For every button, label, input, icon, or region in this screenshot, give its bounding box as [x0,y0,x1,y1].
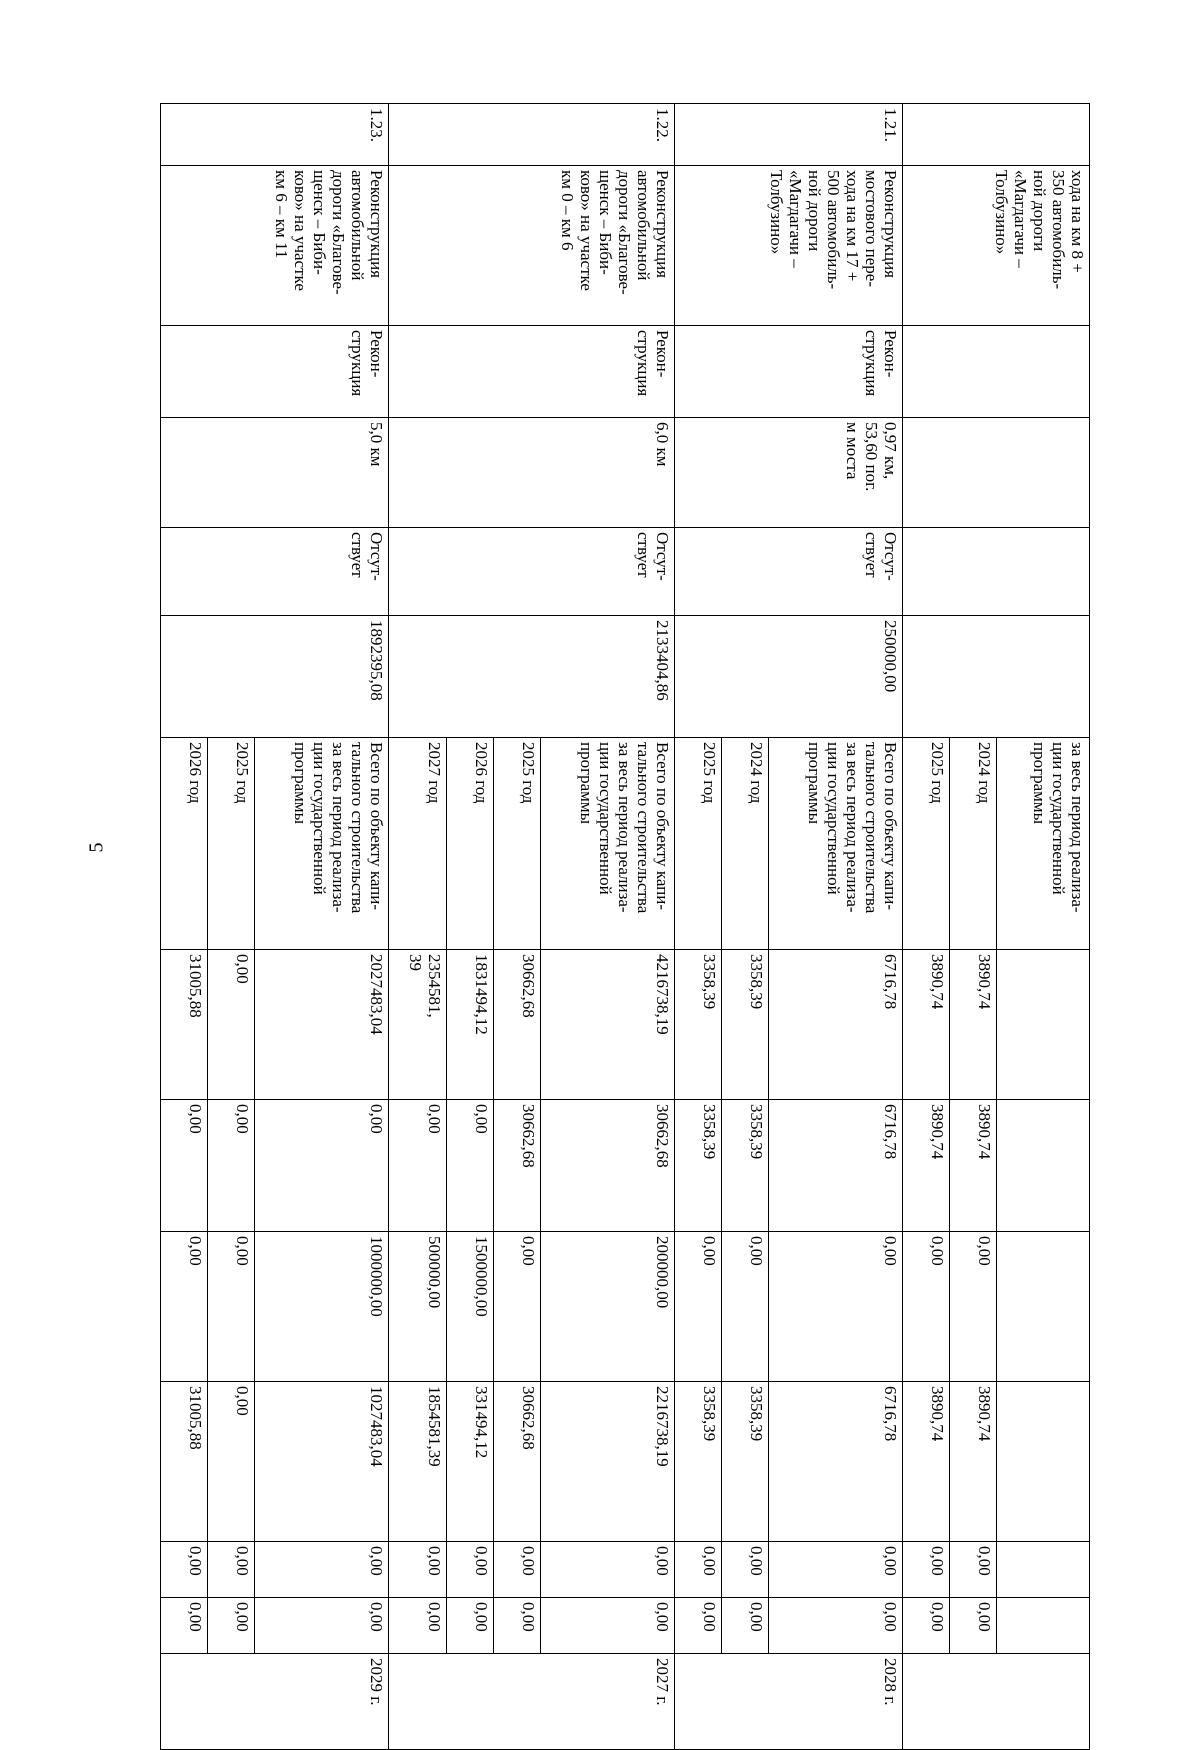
cell-year: 2029 г. [161,1654,389,1750]
cell-local: 31005,88 [161,1382,208,1542]
cell-estimate: 2133404,86 [389,616,675,738]
rotated-table-wrapper [160,103,1090,1706]
cell-other: 0,00 [722,1542,769,1598]
cell-other: 0,00 [493,1542,540,1598]
cell-period: 2026 год [161,738,208,950]
cell-regional: 200000,00 [540,1232,674,1382]
cell-period: 2025 год [493,738,540,950]
cell-work-type: Рекон- струкция [389,326,675,418]
cell-federal: 0,00 [255,1100,389,1232]
capital-construction-table [160,103,1090,1750]
cell-doc: Отсут- ствует [161,528,389,616]
cell-total: 3358,39 [722,950,769,1100]
cell-period: Всего по объекту капи- тального строительства за весь период реализа- ции государственной программы [255,738,389,950]
cell-extra: 0,00 [161,1598,208,1654]
cell-extra: 0,00 [540,1598,674,1654]
cell-local: 0,00 [208,1382,255,1542]
cell-doc [903,528,1090,616]
table-row [997,104,1090,1750]
cell-period: 2027 год [389,738,447,950]
cell-federal: 3358,39 [722,1100,769,1232]
cell-local: 30662,68 [493,1382,540,1542]
cell-period: 2025 год [675,738,722,950]
cell-federal: 30662,68 [493,1100,540,1232]
cell-extra: 0,00 [208,1598,255,1654]
table-row [540,104,674,1750]
cell-regional: 0,00 [903,1232,950,1382]
cell-capacity [903,418,1090,528]
cell-regional: 500000,00 [389,1232,447,1382]
cell-regional: 0,00 [675,1232,722,1382]
page-number: 5 [85,842,108,853]
cell-federal: 3358,39 [675,1100,722,1232]
cell-federal [997,1100,1090,1232]
cell-other: 0,00 [208,1542,255,1598]
cell-other: 0,00 [903,1542,950,1598]
cell-regional: 0,00 [493,1232,540,1382]
cell-federal: 3890,74 [903,1100,950,1232]
cell-doc: Отсут- ствует [675,528,903,616]
cell-estimate: 250000,00 [675,616,903,738]
cell-total: 6716,78 [769,950,903,1100]
cell-period: за весь период реализа- ции государственной программы [997,738,1090,950]
cell-other [997,1542,1090,1598]
cell-federal: 30662,68 [540,1100,674,1232]
cell-extra: 0,00 [675,1598,722,1654]
cell-capacity: 6,0 км [389,418,675,528]
cell-period: Всего по объекту капи- тального строительства за весь период реализа- ции государственной программы [540,738,674,950]
cell-year: 2028 г. [675,1654,903,1750]
cell-regional: 0,00 [722,1232,769,1382]
cell-federal: 0,00 [389,1100,447,1232]
cell-other: 0,00 [950,1542,997,1598]
cell-total: 3890,74 [950,950,997,1100]
cell-object-name: Реконструкция автомобильной дороги «Благове- щенск – Биби- ково» на участке км 6 – км 11 [161,166,389,326]
cell-local: 3358,39 [722,1382,769,1542]
cell-local [997,1382,1090,1542]
cell-period: 2026 год [447,738,494,950]
cell-num: 1.22. [389,104,675,166]
cell-local: 1027483,04 [255,1382,389,1542]
cell-total: 1831494,12 [447,950,494,1100]
cell-federal: 0,00 [208,1100,255,1232]
cell-local: 3890,74 [950,1382,997,1542]
cell-total: 30662,68 [493,950,540,1100]
cell-extra: 0,00 [389,1598,447,1654]
cell-federal: 6716,78 [769,1100,903,1232]
cell-local: 3890,74 [903,1382,950,1542]
cell-extra: 0,00 [769,1598,903,1654]
table-row [769,104,903,1750]
cell-total: 31005,88 [161,950,208,1100]
cell-extra: 0,00 [722,1598,769,1654]
cell-regional: 1500000,00 [447,1232,494,1382]
cell-capacity: 0,97 км, 53,60 пог. м моста [675,418,903,528]
cell-year [903,1654,1090,1750]
cell-other: 0,00 [389,1542,447,1598]
cell-local: 331494,12 [447,1382,494,1542]
cell-work-type: Рекон- струкция [161,326,389,418]
cell-extra: 0,00 [447,1598,494,1654]
cell-regional [997,1232,1090,1382]
cell-federal: 0,00 [447,1100,494,1232]
cell-total: 4216738,19 [540,950,674,1100]
cell-extra: 0,00 [255,1598,389,1654]
cell-extra: 0,00 [950,1598,997,1654]
cell-total: 2027483,04 [255,950,389,1100]
cell-total: 2354581, 39 [389,950,447,1100]
cell-extra [997,1598,1090,1654]
cell-other: 0,00 [540,1542,674,1598]
cell-num: 1.21. [675,104,903,166]
cell-period: Всего по объекту капи- тального строительства за весь период реализа- ции государственной программы [769,738,903,950]
cell-other: 0,00 [447,1542,494,1598]
cell-federal: 3890,74 [950,1100,997,1232]
cell-local: 2216738,19 [540,1382,674,1542]
cell-regional: 0,00 [950,1232,997,1382]
cell-period: 2024 год [722,738,769,950]
cell-extra: 0,00 [493,1598,540,1654]
cell-estimate [903,616,1090,738]
cell-year: 2027 г. [389,1654,675,1750]
cell-regional: 0,00 [161,1232,208,1382]
cell-regional: 0,00 [208,1232,255,1382]
cell-period: 2024 год [950,738,997,950]
cell-total: 3890,74 [903,950,950,1100]
cell-object-name: хода на км 8 + 350 автомобиль- ной дороги «Магдагачи – Толбузино» [903,166,1090,326]
cell-total [997,950,1090,1100]
cell-other: 0,00 [769,1542,903,1598]
cell-federal: 0,00 [161,1100,208,1232]
cell-object-name: Реконструкция мостового пере- хода на км 17 + 500 автомобиль- ной дороги «Магдагачи – Толбузино» [675,166,903,326]
cell-period: 2025 год [208,738,255,950]
cell-capacity: 5,0 км [161,418,389,528]
cell-regional: 1000000,00 [255,1232,389,1382]
cell-work-type: Рекон- струкция [675,326,903,418]
cell-work-type [903,326,1090,418]
cell-doc: Отсут- ствует [389,528,675,616]
cell-other: 0,00 [255,1542,389,1598]
cell-local: 6716,78 [769,1382,903,1542]
cell-local: 1854581,39 [389,1382,447,1542]
cell-extra: 0,00 [903,1598,950,1654]
cell-total: 0,00 [208,950,255,1100]
cell-regional: 0,00 [769,1232,903,1382]
cell-object-name: Реконструкция автомобильной дороги «Благове- щенск – Биби- ково» на участке км 0 – км 6 [389,166,675,326]
cell-num: 1.23. [161,104,389,166]
cell-estimate: 1892395,08 [161,616,389,738]
cell-other: 0,00 [161,1542,208,1598]
cell-num [903,104,1090,166]
cell-other: 0,00 [675,1542,722,1598]
table-row [255,104,389,1750]
cell-period: 2025 год [903,738,950,950]
cell-total: 3358,39 [675,950,722,1100]
cell-local: 3358,39 [675,1382,722,1542]
